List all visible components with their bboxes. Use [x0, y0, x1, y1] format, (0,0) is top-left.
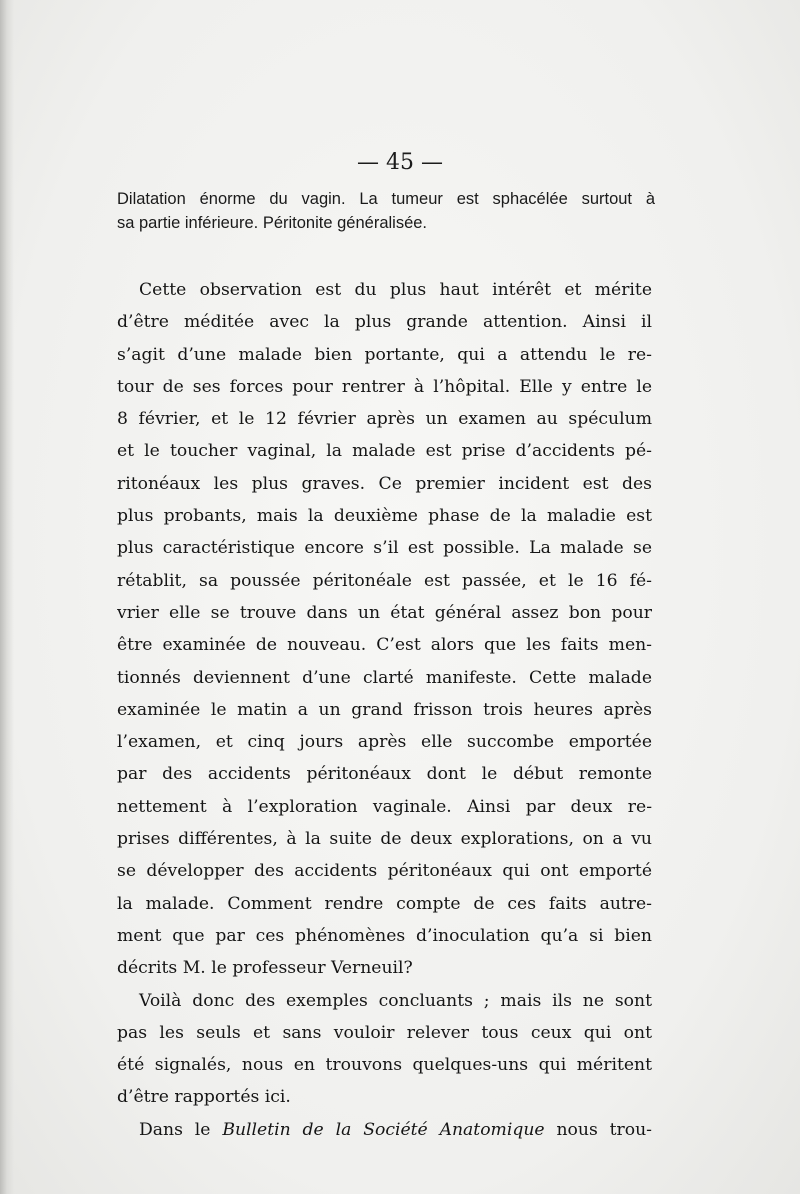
paragraph-line: été signalés, nous en trouvons quelques-uns qui méritent	[117, 1055, 652, 1076]
journal-title: Bulletin de la Société Anatomique	[222, 1119, 545, 1140]
note-line: Dilatation énorme du vagin. La tumeur est sphacélée surtout à	[117, 190, 655, 208]
paragraph-line: ment que par ces phénomènes d’inoculation qu’a si bien	[117, 925, 652, 946]
paragraph-line: être examinée de nouveau. C’est alors que les faits men-	[117, 635, 652, 656]
paragraph-line: examinée le matin a un grand frisson trois heures après	[117, 699, 652, 720]
paragraph-line-final	[117, 1114, 652, 1146]
paragraph-line: vrier elle se trouve dans un état général assez bon pour	[117, 602, 652, 623]
paragraph-line: par des accidents péritonéaux dont le début remonte	[117, 764, 652, 785]
paragraph-line: se développer des accidents péritonéaux qui ont emporté	[117, 861, 652, 882]
paragraph-line: ritonéaux les plus graves. Ce premier incident est des	[117, 473, 652, 494]
paragraph-line: plus probants, mais la deuxième phase de la maladie est	[117, 506, 652, 527]
paragraph-line: rétablit, sa poussée péritonéale est passée, et le 16 fé-	[117, 570, 652, 591]
final-line-prefix: Dans le	[139, 1119, 211, 1140]
paragraph-line: Cette observation est du plus haut intérêt et mérite	[139, 280, 652, 300]
paragraph-line: pas les seuls et sans vouloir relever tous ceux qui ont	[117, 1022, 652, 1043]
paragraph-line: d’être méditée avec la plus grande attention. Ainsi il	[117, 312, 652, 333]
note-line: sa partie inférieure. Péritonite généralisée.	[117, 214, 428, 232]
paragraph-line: tour de ses forces pour rentrer à l’hôpital. Elle y entre le	[117, 376, 652, 397]
paragraph-line: et le toucher vaginal, la malade est prise d’accidents pé-	[117, 441, 652, 462]
paragraph-line: d’être rapportés ici.	[117, 1087, 291, 1108]
binding-shadow	[0, 0, 14, 1194]
paragraph-line: plus caractéristique encore s’il est possible. La malade se	[117, 538, 652, 559]
body-text	[117, 274, 652, 1146]
paragraph-line: l’examen, et cinq jours après elle succombe emportée	[117, 732, 652, 753]
paragraph-line: décrits M. le professeur Verneuil?	[117, 958, 413, 979]
paragraph-line: Voilà donc des exemples concluants ; mais ils ne sont	[139, 990, 652, 1011]
paragraph-line: s’agit d’une malade bien portante, qui a attendu le re-	[117, 344, 652, 365]
paragraph-line: tionnés deviennent d’une clarté manifeste. Cette malade	[117, 667, 652, 688]
observation-note	[117, 187, 655, 235]
paragraph-line: nettement à l’exploration vaginale. Ainsi par deux re-	[117, 796, 652, 817]
page-number: — 45 —	[357, 150, 443, 175]
paragraph-line: prises différentes, à la suite de deux explorations, on a vu	[117, 829, 652, 850]
paragraph-line: 8 février, et le 12 février après un examen au spéculum	[117, 409, 652, 430]
final-line-suffix: nous trou-	[556, 1119, 652, 1140]
paragraph-line: la malade. Comment rendre compte de ces faits autre-	[117, 893, 652, 914]
